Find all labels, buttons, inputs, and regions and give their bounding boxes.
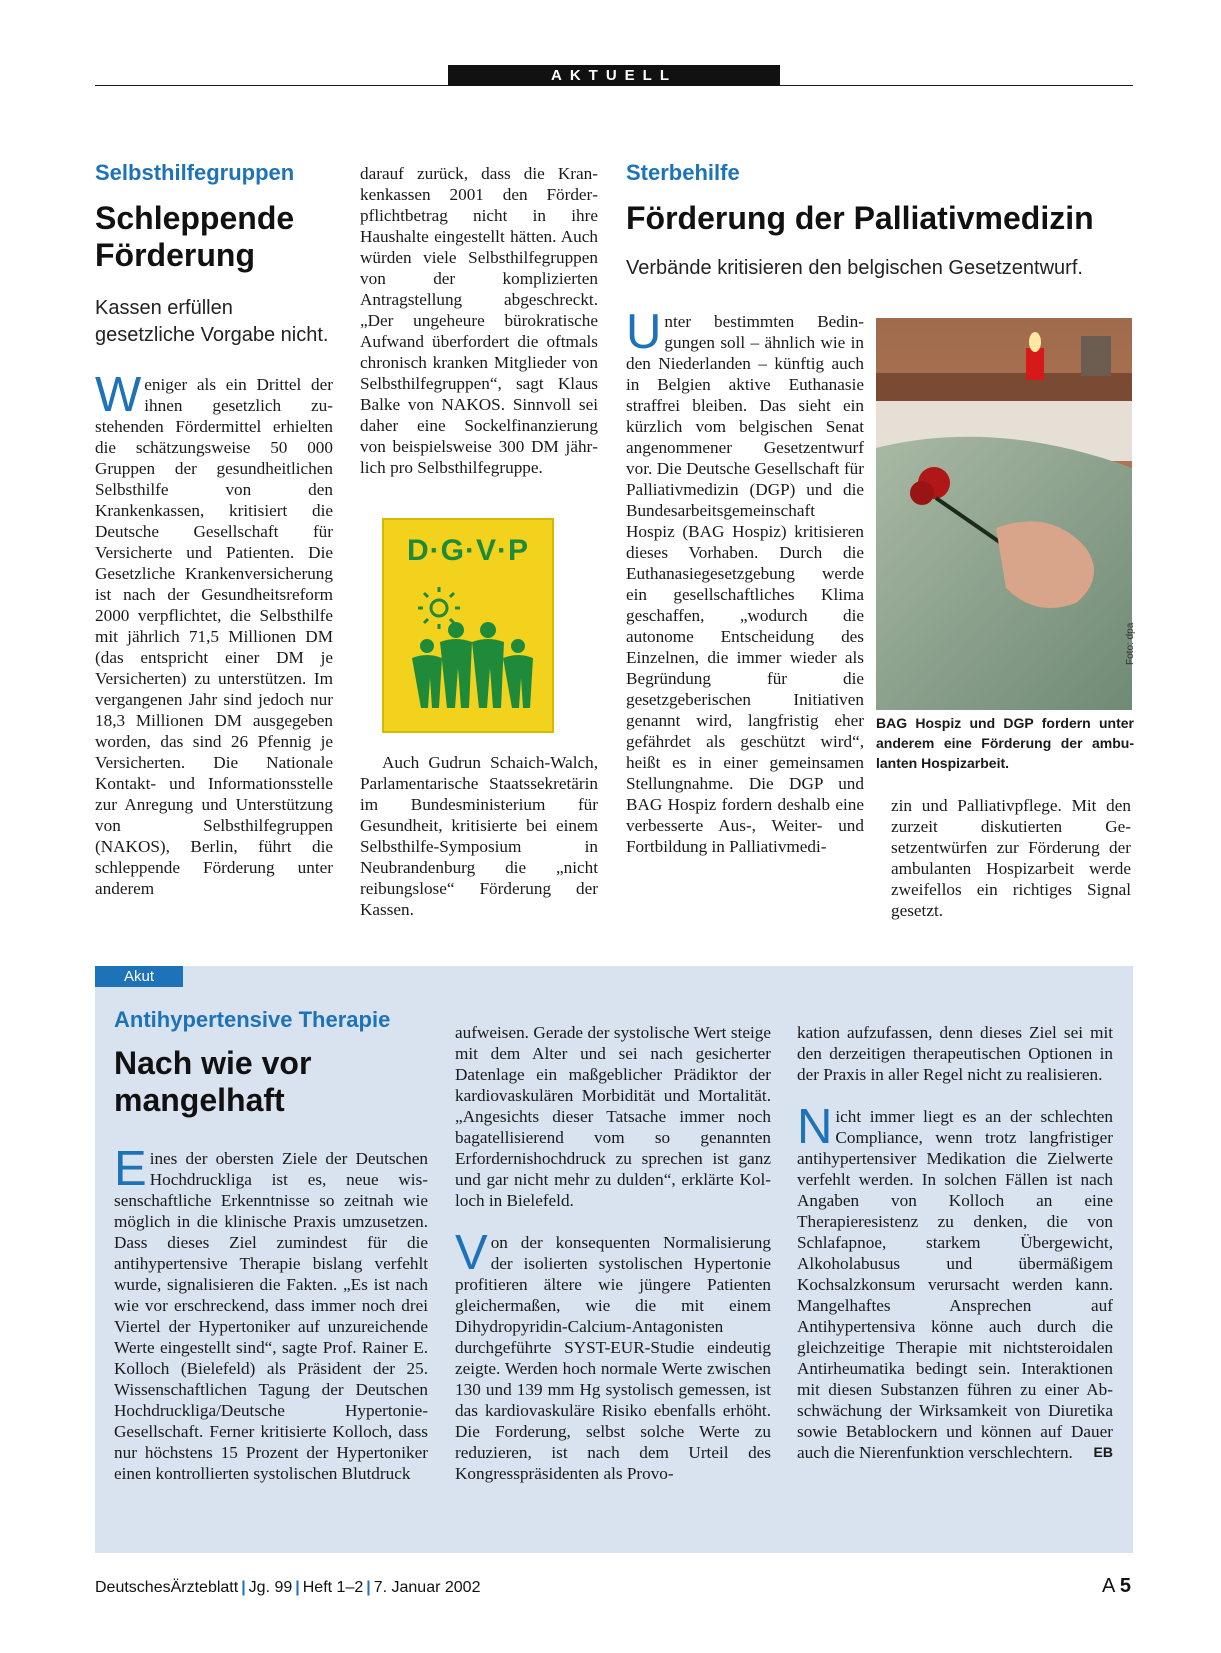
footer bbox=[95, 1579, 480, 1597]
article1-dek-line1: Kassen erfüllen bbox=[95, 297, 233, 319]
article1-kicker: Selbsthilfegruppen bbox=[95, 160, 295, 185]
akut-col2-text: aufweisen. Gerade der systolische Wert steige mit dem Alter und sei nach gesicherter Datenlage ein maßgeblicher Prädiktor der kardiovaskulären Morbidität und Mortalität. „Angesichts dieser Tatsache immer noch bagatellisierend vom so genannten Erfordernishochdruck zu sprechen ist ganz und gar nicht mehr zu dulden“, erklärte Kolloch in Bielefeld. bbox=[455, 1023, 771, 1210]
akut-kicker: Antihypertensive Therapie bbox=[114, 1007, 391, 1032]
article1-column1 bbox=[95, 368, 333, 899]
footer-separator: | bbox=[366, 1579, 371, 1596]
article2-dek: Verbände kritisieren den belgischen Gesetzentwurf. bbox=[626, 257, 1083, 279]
akut-col3b-text: icht immer liegt es an der schlechten Compliance, wenn trotz langfristiger antihypertensiver Medikation die Zielwerte verfehlt werden. In solchen Fällen ist nach Angaben von Kolloch an eine Therapieresistenz zu denken, die von Schlafapnoe, starkem Übergewicht, Alkoholabusus und übermäßigem Kochsalzkonsum verursacht werden kann. Mangelhaftes Ansprechen auf Antihypertensiva könne auch durch die gleichzeitige Therapie mit nichtsteroidalen Antirheumatika bedingt sein. Interaktionen mit diesen Substanzen führen zu einer Abschwächung der Wirksamkeit von Diuretika sowie Betablockern und können auf Dauer auch die Nierenfunktion verschlechtern. bbox=[797, 1107, 1113, 1462]
hospice-photo-image bbox=[876, 318, 1132, 710]
akut-column2 bbox=[455, 1022, 771, 1484]
family-icon bbox=[394, 578, 544, 718]
page-prefix: A bbox=[1102, 1575, 1115, 1597]
footer-issue: Heft 1–2 bbox=[302, 1579, 364, 1596]
footer-volume: Jg. 99 bbox=[248, 1579, 293, 1596]
author-signature: EB bbox=[1093, 1444, 1113, 1460]
akut-headline bbox=[114, 1045, 414, 1119]
footer-journal: DeutschesÄrzteblatt bbox=[95, 1579, 239, 1596]
akut-col1-text: ines der obersten Ziele der Deutschen Hochdruckliga ist es, neue wissenschaftliche Erkenntnisse so zeitnah wie möglich in die klinische Praxis umzusetzen. Dass dieses Ziel zumindest für die antihypertensive Therapie bislang verfehlt wurde, signalisieren die Fakten. „Es ist nach wie vor erschreckend, dass immer noch drei Viertel der Hypertoniker auf unzureichende Werte eingestellt sind“, sagte Prof. Rainer E. Kolloch (Bielefeld) als Präsident der 25. Wissenschaftlichen Tagung der Deutschen Hochdruckliga/Deutsche Hypertonie-Gesellschaft. Ferner kritisierte Kolloch, dass nur höchstens 15 Prozent der Hypertoniker einen kontrollierten systolischen Blutdruck bbox=[114, 1149, 428, 1483]
article2-col-text: nter bestimmten Bedingungen soll – ähnlich wie in den Niederlanden – künftig auch in Belgien aktive Euthanasie straffrei bleiben. Das sieht ein kürzlich vom belgischen Senat angenommener Gesetzentwurf vor. Die Deutsche Gesellschaft für Palliativmedizin (DGP) und die Bundesarbeitsgemeinschaft Hospiz (BAG Hospiz) kritisieren dieses Vorhaben. Durch die Euthanasiegesetzgebung werde ein gesellschaftliches Klima geschaffen, „wodurch die autonome Entscheidung des Einzelnen, die immer wieder als Begründung für die gesetzgeberischen Initiativen genannt wird, langfristig eher gefährdet als geschützt wird“, heißt es in einer gemeinsamen Stellungnahme. Die DGP und BAG Hospiz fordern deshalb eine verbesserte Aus-, Weiter- und Fortbildung in Palliativmedi- bbox=[626, 312, 864, 856]
hospice-photo bbox=[876, 318, 1132, 710]
akut-headline-line1: Nach wie vor bbox=[114, 1045, 312, 1081]
article2-col2-text: zin und Palliativpflege. Mit den zurzeit diskutierten Gesetzentwürfen zur Förderung der ambulanten Hospizarbeit werde zweifellos ein richtiges Signal gesetzt. bbox=[891, 796, 1131, 920]
article2-column2 bbox=[891, 795, 1131, 921]
akut-column1 bbox=[114, 1142, 428, 1484]
article1-col1-text: eniger als ein Drittel der ihnen gesetzlich zustehenden Fördermittel erhielten die schätzungsweise 50 000 Gruppen der gesundheitlichen Selbsthilfe von den Krankenkassen, kritisiert die Deutsche Gesellschaft für Versicherte und Patienten. Die Gesetzliche Krankenversicherung ist nach der Gesundheitsreform 2000 verpflichtet, die Selbsthilfe mit jährlich 71,5 Millionen DM (das entspricht einer DM je Versicherten) zu unterstützen. Im vergangenen Jahr sind jedoch nur 18,3 Millionen DM ausgegeben worden, das sind 26 Pfennig je Versicherten. Die Nationale Kontakt- und Informationsstelle zur Anregung und Unterstützung von Selbsthilfegruppen (NAKOS), Berlin, führt die schleppende Förderung unter anderem bbox=[95, 375, 333, 898]
article1-column2 bbox=[360, 163, 598, 478]
akut-dropcap-e: E bbox=[114, 1142, 147, 1196]
article1-headline-line2: Förderung bbox=[95, 237, 255, 273]
akut-dropcap-v: V bbox=[455, 1226, 488, 1280]
footer-separator: | bbox=[295, 1579, 300, 1596]
article1-col2-text: darauf zurück, dass die Krankenkassen 2001 den Förderpflichtbetrag nicht in ihre Haushalte eingestellt hätten. Auch würden viele Selbsthilfegruppen von der komplizierten Antragstellung abgeschreckt. „Der ungeheure bürokratische Aufwand überfordert die oftmals chronisch kranken Mitglieder von Selbsthilfegruppen“, sagt Klaus Balke von NAKOS. Sinnvoll sei daher eine Sockelfinanzierung von beispielsweise 300 DM jährlich pro Selbsthilfegruppe. bbox=[360, 164, 598, 477]
article1-headline bbox=[95, 200, 345, 274]
akut-tab: Akut bbox=[95, 966, 183, 987]
page-number-value: 5 bbox=[1119, 1575, 1131, 1597]
article2-dropcap: U bbox=[626, 305, 662, 359]
page-number bbox=[1102, 1575, 1131, 1598]
akut-col3-text: kation aufzufassen, denn dieses Ziel sei mit den derzeitigen therapeutischen Optionen in der Praxis in aller Regel nicht zu realisieren. bbox=[797, 1023, 1113, 1084]
section-label: AKTUELL bbox=[448, 65, 780, 86]
footer-date: 7. Januar 2002 bbox=[373, 1579, 481, 1596]
dgvp-logo-letters: D·G·V·P bbox=[407, 534, 529, 567]
article1-dropcap: W bbox=[95, 368, 142, 422]
article1-headline-line1: Schleppende bbox=[95, 200, 295, 236]
article1-dek bbox=[95, 295, 345, 349]
akut-col2b-text: on der konsequenten Normalisierung der isolierten systolischen Hypertonie profitieren ältere wie jüngere Patienten gleichermaßen, wie die mit einem Dihydropyridin-Calcium-Antagonisten durchgeführte SYST-EUR-Studie eindeutig zeigte. Werden hoch normale Werte zwischen 130 und 139 mm Hg systolisch gemessen, ist das kardiovaskuläre Risiko ebenfalls erhöht. Die Forderung, selbst solche Werte zu reduzieren, ist nach dem Urteil des Kongresspräsidenten als Provo- bbox=[455, 1233, 771, 1483]
article1-column2b bbox=[360, 752, 598, 920]
photo-credit: Foto: dpa bbox=[1125, 622, 1136, 665]
photo-caption: BAG Hospiz und DGP fordern unter anderem eine Förderung der ambulanten Hospizarbeit. bbox=[876, 715, 1134, 771]
article1-col2b-text: Auch Gudrun Schaich-Walch, Parlamentarische Staatssekretärin im Bundesministerium für Gesundheit, kritisierte bei einem Selbsthilfe-Symposium in Neubrandenburg die „nicht reibungslose“ Förderung der Kassen. bbox=[360, 753, 598, 919]
akut-column3 bbox=[797, 1022, 1113, 1463]
footer-separator: | bbox=[241, 1579, 246, 1596]
article1-dek-line2: gesetzliche Vorgabe nicht. bbox=[95, 324, 329, 346]
article2-headline: Förderung der Palliativmedizin bbox=[626, 200, 1094, 236]
dgvp-logo bbox=[382, 518, 554, 733]
akut-dropcap-n: N bbox=[797, 1100, 833, 1154]
article2-column1 bbox=[626, 305, 864, 857]
akut-headline-line2: mangelhaft bbox=[114, 1082, 285, 1118]
article2-kicker: Sterbehilfe bbox=[626, 160, 740, 185]
